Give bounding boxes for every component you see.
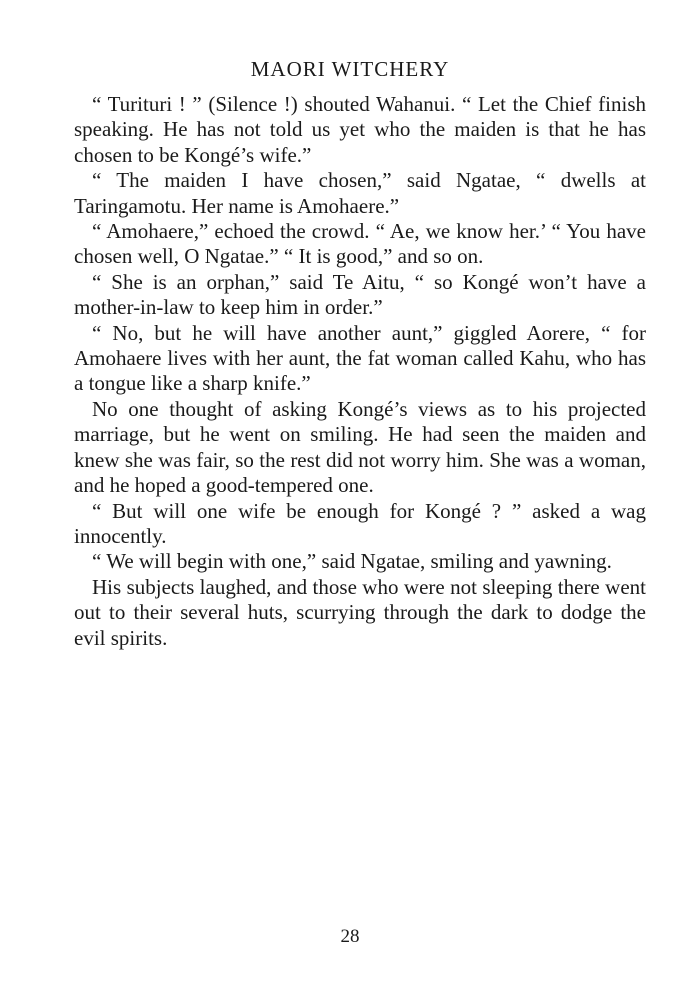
paragraph: “ Amohaere,” echoed the crowd. “ Ae, we know her.’ “ You have chosen well, O Ngatae.” “ It is good,” and so on. [74,219,646,269]
page-number: 28 [340,926,360,947]
paragraph: No one thought of asking Kongé’s views as to his projected marriage, but he went on smiling. He had seen the maiden and knew she was fair, so the rest did not worry him. She was a woman, and he hoped a good-tempered one. [74,396,646,498]
paragraph: “ But will one wife be enough for Kongé ? ” asked a wag innocently. [74,498,646,548]
paragraph: “ She is an orphan,” said Te Aitu, “ so Kongé won’t have a mother-in-law to keep him in order.” [74,269,646,320]
paragraph: “ No, but he will have another aunt,” giggled Aorere, “ for Amohaere lives with her aunt, the fat woman called Kahu, who has a tongue like a sharp knife.” [74,320,646,396]
body-text [74,92,646,651]
paragraph: “ Turituri ! ” (Silence !) shouted Wahanui. “ Let the Chief finish speaking. He has not told us yet who the maiden is that he has chosen to be Kongé’s wife.” [74,92,646,167]
paragraph: “ We will begin with one,” said Ngatae, smiling and yawning. [92,549,612,574]
running-head: MAORI WITCHERY [250,57,450,81]
paragraph: “ The maiden I have chosen,” said Ngatae, “ dwells at Taringamotu. Her name is Amohaere.” [74,168,646,218]
paragraph: His subjects laughed, and those who were not sleeping there went out to their several huts, scurrying through the dark to dodge the evil spirits. [74,574,646,650]
